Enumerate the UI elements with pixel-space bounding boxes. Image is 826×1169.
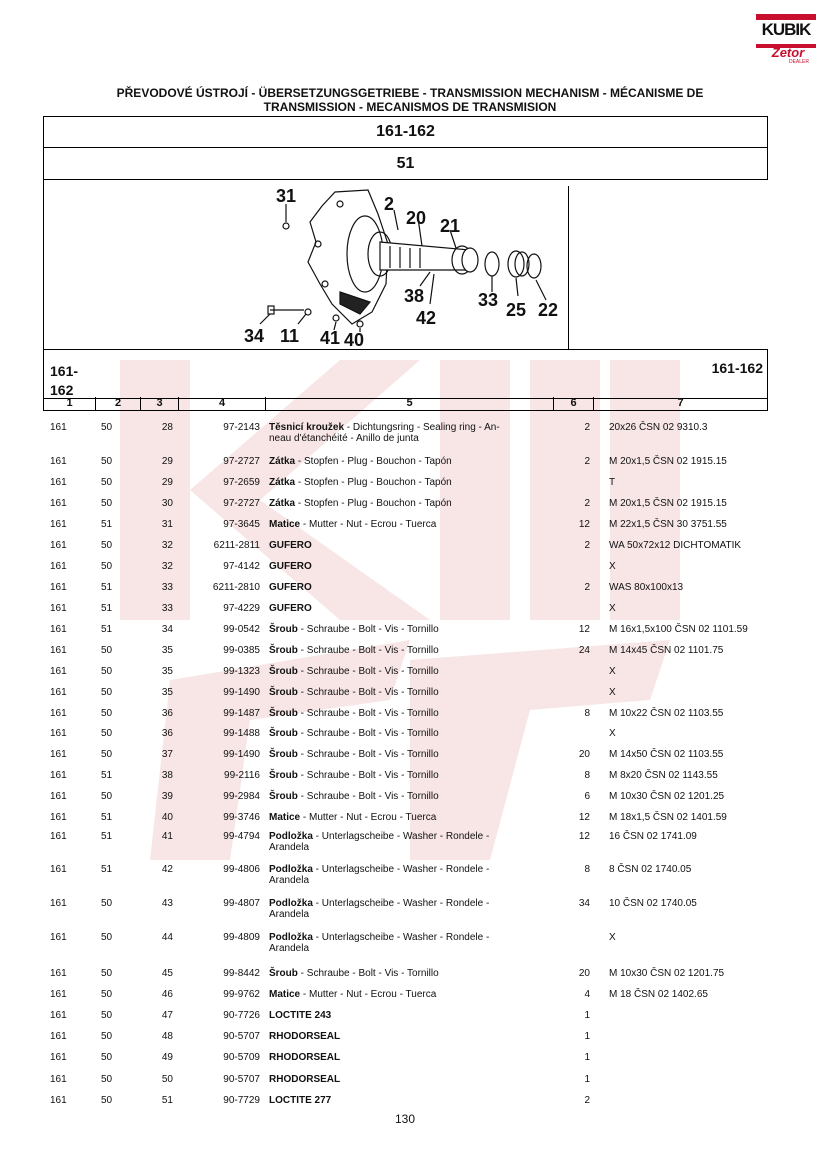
cell-group: 50 bbox=[101, 687, 113, 698]
cell-part-number: 99-3746 bbox=[223, 812, 260, 823]
cell-note: T bbox=[609, 477, 616, 488]
frame-line-left bbox=[43, 180, 44, 349]
kubik-zetor-logo bbox=[754, 14, 818, 66]
cell-note: M 18x1,5 ČSN 02 1401.59 bbox=[609, 812, 727, 823]
cell-note: 10 ČSN 02 1740.05 bbox=[609, 898, 697, 909]
model-box bbox=[43, 116, 768, 148]
cell-part-number: 99-9762 bbox=[223, 989, 260, 1000]
cell-part-number: 99-2116 bbox=[224, 770, 260, 781]
cell-quantity: 1 bbox=[584, 1074, 590, 1085]
cell-note: M 16x1,5x100 ČSN 02 1101.59 bbox=[609, 624, 748, 635]
cell-group: 50 bbox=[101, 645, 113, 656]
cell-description bbox=[269, 561, 559, 572]
cell-part-number: 99-8442 bbox=[223, 968, 260, 979]
part-description: - Mutter - Nut - Ecrou - Tuerca bbox=[300, 812, 437, 823]
cell-group: 51 bbox=[101, 519, 113, 530]
part-name: Matice bbox=[269, 989, 301, 1000]
cell-position: 31 bbox=[161, 519, 173, 530]
cell-part-number: 99-4807 bbox=[223, 898, 260, 909]
part-description: - Stopfen - Plug - Bouchon - Tapón bbox=[295, 498, 452, 509]
cell-part-number: 97-2659 bbox=[223, 477, 260, 488]
cell-description bbox=[269, 456, 559, 467]
part-name: Podložka bbox=[269, 831, 313, 842]
part-description: - Schraube - Bolt - Vis - Tornillo bbox=[297, 749, 439, 760]
cell-part-number: 97-4229 bbox=[223, 603, 260, 614]
cell-position: 33 bbox=[161, 582, 173, 593]
cell-quantity: 2 bbox=[584, 582, 590, 593]
callout-label: 34 bbox=[244, 326, 265, 346]
page-title bbox=[60, 86, 760, 114]
cell-position: 32 bbox=[161, 561, 173, 572]
callout-label: 38 bbox=[404, 286, 425, 306]
callout-label: 11 bbox=[280, 326, 300, 346]
cell-series: 161 bbox=[50, 1010, 67, 1021]
cell-group: 51 bbox=[101, 603, 113, 614]
cell-position: 49 bbox=[161, 1052, 173, 1063]
cell-description bbox=[269, 1074, 559, 1085]
part-name: Matice bbox=[269, 812, 301, 823]
cell-part-number: 90-5709 bbox=[223, 1052, 260, 1063]
cell-position: 28 bbox=[161, 422, 173, 433]
model-label: 161-162 bbox=[376, 123, 435, 140]
cell-position: 38 bbox=[161, 770, 173, 781]
cell-series: 161 bbox=[50, 498, 67, 509]
cell-part-number: 97-2727 bbox=[223, 498, 260, 509]
part-description: - Unterlagscheibe - Washer - Rondele - bbox=[312, 864, 490, 875]
cell-position: 50 bbox=[161, 1074, 173, 1085]
cell-position: 37 bbox=[161, 749, 173, 760]
cell-position: 47 bbox=[161, 1010, 173, 1021]
part-description: - Schraube - Bolt - Vis - Tornillo bbox=[297, 708, 439, 719]
cell-description bbox=[269, 770, 559, 781]
cell-series: 161 bbox=[50, 932, 67, 943]
cell-group: 50 bbox=[101, 477, 113, 488]
cell-description bbox=[269, 519, 559, 530]
cell-series: 161 bbox=[50, 1031, 67, 1042]
logo-kubik-text: KUBIK bbox=[761, 20, 811, 39]
cell-position: 40 bbox=[161, 812, 173, 823]
cell-part-number: 99-4809 bbox=[223, 932, 260, 943]
cell-note: X bbox=[609, 687, 616, 698]
cell-description bbox=[269, 708, 559, 719]
part-description: - Unterlagscheibe - Washer - Rondele - bbox=[312, 831, 490, 842]
cell-position: 32 bbox=[161, 540, 173, 551]
cell-series: 161 bbox=[50, 1074, 67, 1085]
cell-position: 30 bbox=[161, 498, 173, 509]
part-name: Podložka bbox=[269, 898, 313, 909]
part-name: Šroub bbox=[269, 708, 298, 719]
cell-note: M 10x22 ČSN 02 1103.55 bbox=[609, 708, 724, 719]
cell-position: 33 bbox=[161, 603, 173, 614]
cell-quantity: 2 bbox=[584, 422, 590, 433]
part-name: Zátka bbox=[269, 498, 296, 509]
cell-series: 161 bbox=[50, 831, 67, 842]
cell-description bbox=[269, 728, 559, 739]
part-name: Šroub bbox=[269, 968, 298, 979]
part-description: - Schraube - Bolt - Vis - Tornillo bbox=[297, 770, 439, 781]
cell-group: 50 bbox=[101, 968, 113, 979]
cell-description bbox=[269, 791, 559, 802]
cell-group: 50 bbox=[101, 749, 113, 760]
column-header: 5 bbox=[266, 397, 554, 410]
cell-quantity: 20 bbox=[578, 749, 590, 760]
cell-note: X bbox=[609, 666, 616, 677]
column-header: 7 bbox=[677, 397, 684, 409]
part-name: RHODORSEAL bbox=[269, 1031, 341, 1042]
cell-position: 36 bbox=[161, 728, 173, 739]
cell-note: M 8x20 ČSN 02 1143.55 bbox=[609, 770, 718, 781]
cell-part-number: 99-2984 bbox=[223, 791, 260, 802]
cell-group: 50 bbox=[101, 498, 113, 509]
column-header-row bbox=[43, 397, 768, 411]
column-header: 4 bbox=[179, 397, 266, 410]
part-description-line-2: Arandela bbox=[269, 842, 310, 853]
cell-note: X bbox=[609, 603, 616, 614]
cell-group: 50 bbox=[101, 932, 113, 943]
part-description-line-2: Arandela bbox=[269, 909, 310, 920]
cell-quantity: 2 bbox=[584, 540, 590, 551]
cell-note: 20x26 ČSN 02 9310.3 bbox=[609, 422, 708, 433]
cell-series: 161 bbox=[50, 864, 67, 875]
cell-group: 51 bbox=[101, 624, 113, 635]
part-name: Šroub bbox=[269, 666, 298, 677]
cell-part-number: 99-1490 bbox=[223, 749, 260, 760]
cell-description bbox=[269, 422, 559, 444]
callout-label: 33 bbox=[478, 290, 499, 310]
column-header: 1 bbox=[44, 397, 96, 410]
cell-part-number: 99-1487 bbox=[223, 708, 260, 719]
callout-label: 41 bbox=[320, 328, 341, 348]
cell-quantity: 2 bbox=[584, 1095, 590, 1106]
cell-group: 51 bbox=[101, 812, 113, 823]
cell-description bbox=[269, 666, 559, 677]
cell-description bbox=[269, 1095, 559, 1106]
cell-note: X bbox=[609, 932, 616, 943]
cell-note: M 10x30 ČSN 02 1201.75 bbox=[609, 968, 725, 979]
cell-description bbox=[269, 812, 559, 823]
cell-group: 50 bbox=[101, 989, 113, 1000]
logo-dealer-text: DEALER bbox=[788, 59, 809, 65]
cell-position: 35 bbox=[161, 645, 173, 656]
cell-position: 39 bbox=[161, 791, 173, 802]
cell-series: 161 bbox=[50, 749, 67, 760]
cell-group: 51 bbox=[101, 864, 113, 875]
callout-label: 40 bbox=[344, 330, 365, 350]
cell-quantity: 12 bbox=[578, 519, 590, 530]
part-name: Šroub bbox=[269, 749, 298, 760]
cell-series: 161 bbox=[50, 624, 67, 635]
cell-position: 48 bbox=[161, 1031, 173, 1042]
cell-series: 161 bbox=[50, 687, 67, 698]
cell-quantity: 8 bbox=[584, 864, 590, 875]
part-name: LOCTITE 277 bbox=[269, 1095, 332, 1106]
column-header: 2 bbox=[96, 397, 141, 410]
cell-group: 50 bbox=[101, 561, 113, 572]
cell-quantity: 24 bbox=[578, 645, 590, 656]
callout-label: 31 bbox=[276, 186, 297, 206]
column-header: 6 bbox=[554, 397, 594, 410]
cell-note: M 14x50 ČSN 02 1103.55 bbox=[609, 749, 724, 760]
cell-series: 161 bbox=[50, 666, 67, 677]
part-description-line-2: Arandela bbox=[269, 943, 310, 954]
cell-quantity: 34 bbox=[578, 898, 590, 909]
cell-position: 29 bbox=[161, 456, 173, 467]
cell-group: 50 bbox=[101, 1095, 113, 1106]
cell-series: 161 bbox=[50, 708, 67, 719]
cell-part-number: 99-1323 bbox=[223, 666, 260, 677]
table-header bbox=[43, 349, 768, 399]
cell-description bbox=[269, 498, 559, 509]
cell-series: 161 bbox=[50, 582, 67, 593]
cell-position: 29 bbox=[161, 477, 173, 488]
callout-label: 42 bbox=[416, 308, 437, 328]
cell-quantity: 20 bbox=[578, 968, 590, 979]
part-name: Podložka bbox=[269, 932, 313, 943]
cell-quantity: 4 bbox=[584, 989, 590, 1000]
part-name: Zátka bbox=[269, 456, 296, 467]
cell-series: 161 bbox=[50, 1052, 67, 1063]
cell-series: 161 bbox=[50, 540, 67, 551]
part-description: - Unterlagscheibe - Washer - Rondele - bbox=[312, 898, 490, 909]
table-header-right: 161-162 bbox=[711, 360, 763, 376]
part-description: - Schraube - Bolt - Vis - Tornillo bbox=[297, 728, 439, 739]
cell-part-number: 6211-2811 bbox=[213, 540, 260, 551]
cell-note: M 22x1,5 ČSN 30 3751.55 bbox=[609, 519, 727, 530]
cell-group: 51 bbox=[101, 770, 113, 781]
cell-series: 161 bbox=[50, 728, 67, 739]
cell-group: 50 bbox=[101, 1074, 113, 1085]
part-name: GUFERO bbox=[269, 582, 312, 593]
cell-series: 161 bbox=[50, 989, 67, 1000]
cell-position: 34 bbox=[161, 624, 173, 635]
cell-note: 16 ČSN 02 1741.09 bbox=[609, 831, 697, 842]
cell-quantity: 2 bbox=[584, 498, 590, 509]
cell-part-number: 90-5707 bbox=[223, 1031, 260, 1042]
cell-part-number: 99-1488 bbox=[223, 728, 260, 739]
cell-description bbox=[269, 898, 559, 920]
cell-position: 43 bbox=[161, 898, 173, 909]
cell-position: 36 bbox=[161, 708, 173, 719]
cell-group: 50 bbox=[101, 540, 113, 551]
cell-group: 50 bbox=[101, 791, 113, 802]
cell-series: 161 bbox=[50, 603, 67, 614]
part-description: - Mutter - Nut - Ecrou - Tuerca bbox=[300, 989, 437, 1000]
part-name: Matice bbox=[269, 519, 301, 530]
cell-quantity: 12 bbox=[578, 831, 590, 842]
callout-label: 25 bbox=[506, 300, 527, 320]
cell-note: WAS 80x100x13 bbox=[609, 582, 684, 593]
part-description-line-2: Arandela bbox=[269, 875, 310, 886]
cell-part-number: 99-0385 bbox=[223, 645, 260, 656]
cell-description bbox=[269, 603, 559, 614]
cell-description bbox=[269, 624, 559, 635]
cell-quantity: 1 bbox=[584, 1052, 590, 1063]
cell-group: 50 bbox=[101, 728, 113, 739]
cell-position: 41 bbox=[161, 831, 173, 842]
cell-part-number: 97-3645 bbox=[223, 519, 260, 530]
cell-series: 161 bbox=[50, 645, 67, 656]
part-name: Šroub bbox=[269, 624, 298, 635]
cell-position: 51 bbox=[161, 1095, 173, 1106]
cell-description bbox=[269, 749, 559, 760]
group-label: 51 bbox=[396, 155, 415, 172]
cell-description bbox=[269, 582, 559, 593]
part-name: Šroub bbox=[269, 728, 298, 739]
cell-part-number: 99-4806 bbox=[223, 864, 260, 875]
cell-note: X bbox=[609, 561, 616, 572]
cell-note: M 20x1,5 ČSN 02 1915.15 bbox=[609, 456, 727, 467]
cell-series: 161 bbox=[50, 519, 67, 530]
cell-series: 161 bbox=[50, 791, 67, 802]
exploded-parts-diagram bbox=[240, 184, 570, 350]
cell-group: 51 bbox=[101, 831, 113, 842]
cell-position: 42 bbox=[161, 864, 173, 875]
cell-group: 50 bbox=[101, 708, 113, 719]
cell-description bbox=[269, 1031, 559, 1042]
part-description-line-2: neau d'étanchéité - Anillo de junta bbox=[269, 433, 419, 444]
cell-note: M 10x30 ČSN 02 1201.25 bbox=[609, 791, 725, 802]
cell-description bbox=[269, 540, 559, 551]
cell-quantity: 1 bbox=[584, 1010, 590, 1021]
part-name: Šroub bbox=[269, 645, 298, 656]
part-name: Podložka bbox=[269, 864, 313, 875]
cell-group: 50 bbox=[101, 422, 113, 433]
callout-label: 20 bbox=[406, 208, 427, 228]
part-description: - Schraube - Bolt - Vis - Tornillo bbox=[297, 624, 439, 635]
cell-group: 50 bbox=[101, 1052, 113, 1063]
cell-note: X bbox=[609, 728, 616, 739]
part-name: RHODORSEAL bbox=[269, 1052, 341, 1063]
table-header-left: 161- 162 bbox=[50, 363, 79, 398]
cell-position: 46 bbox=[161, 989, 173, 1000]
cell-note: M 20x1,5 ČSN 02 1915.15 bbox=[609, 498, 727, 509]
cell-series: 161 bbox=[50, 422, 67, 433]
cell-part-number: 90-7729 bbox=[223, 1095, 260, 1106]
cell-part-number: 6211-2810 bbox=[212, 582, 260, 593]
cell-part-number: 99-0542 bbox=[223, 624, 260, 635]
part-description: - Stopfen - Plug - Bouchon - Tapón bbox=[295, 456, 452, 467]
part-name: Šroub bbox=[269, 687, 298, 698]
cell-part-number: 90-7726 bbox=[223, 1010, 260, 1021]
callout-label: 21 bbox=[440, 216, 461, 236]
cell-group: 50 bbox=[101, 1010, 113, 1021]
cell-quantity: 1 bbox=[584, 1031, 590, 1042]
part-description: - Stopfen - Plug - Bouchon - Tapón bbox=[295, 477, 452, 488]
cell-description bbox=[269, 645, 559, 656]
cell-quantity: 2 bbox=[584, 456, 590, 467]
cell-part-number: 99-1490 bbox=[223, 687, 260, 698]
cell-group: 50 bbox=[101, 898, 113, 909]
cell-quantity: 12 bbox=[578, 812, 590, 823]
part-name: Šroub bbox=[269, 791, 298, 802]
cell-position: 35 bbox=[161, 687, 173, 698]
cell-quantity: 12 bbox=[578, 624, 590, 635]
callout-label: 22 bbox=[538, 300, 559, 320]
logo-zetor-text: Zetor bbox=[771, 45, 805, 60]
cell-description bbox=[269, 989, 559, 1000]
cell-group: 50 bbox=[101, 456, 113, 467]
cell-group: 50 bbox=[101, 1031, 113, 1042]
cell-series: 161 bbox=[50, 477, 67, 488]
part-name: Šroub bbox=[269, 770, 298, 781]
cell-group: 51 bbox=[101, 582, 113, 593]
part-description: - Unterlagscheibe - Washer - Rondele - bbox=[312, 932, 490, 943]
part-description: - Schraube - Bolt - Vis - Tornillo bbox=[297, 968, 439, 979]
cell-quantity: 8 bbox=[584, 770, 590, 781]
part-name: GUFERO bbox=[269, 603, 312, 614]
cell-series: 161 bbox=[50, 1095, 67, 1106]
part-description: - Schraube - Bolt - Vis - Tornillo bbox=[297, 791, 439, 802]
part-description: - Dichtungsring - Sealing ring - An- bbox=[344, 422, 500, 433]
cell-description bbox=[269, 831, 559, 853]
cell-description bbox=[269, 1010, 559, 1021]
cell-description bbox=[269, 968, 559, 979]
part-name: Zátka bbox=[269, 477, 296, 488]
cell-part-number: 90-5707 bbox=[223, 1074, 260, 1085]
callout-label: 2 bbox=[384, 194, 395, 214]
cell-quantity: 8 bbox=[584, 708, 590, 719]
part-name: LOCTITE 243 bbox=[269, 1010, 332, 1021]
cell-series: 161 bbox=[50, 561, 67, 572]
part-name: RHODORSEAL bbox=[269, 1074, 341, 1085]
part-description: - Schraube - Bolt - Vis - Tornillo bbox=[297, 687, 439, 698]
page-number: 130 bbox=[394, 1112, 416, 1126]
cell-part-number: 97-4142 bbox=[223, 561, 260, 572]
title-line-2: TRANSMISSION - MECANISMOS DE TRANSMISION bbox=[263, 100, 557, 114]
cell-description bbox=[269, 687, 559, 698]
cell-position: 45 bbox=[161, 968, 173, 979]
cell-series: 161 bbox=[50, 898, 67, 909]
cell-note: 8 ČSN 02 1740.05 bbox=[609, 864, 692, 875]
part-name: GUFERO bbox=[269, 561, 312, 572]
cell-series: 161 bbox=[50, 968, 67, 979]
part-description: - Schraube - Bolt - Vis - Tornillo bbox=[297, 666, 439, 677]
cell-part-number: 97-2727 bbox=[223, 456, 260, 467]
cell-description bbox=[269, 477, 559, 488]
group-box bbox=[43, 148, 768, 180]
cell-note: WA 50x72x12 DICHTOMATIK bbox=[609, 540, 742, 551]
cell-part-number: 97-2143 bbox=[223, 422, 260, 433]
cell-group: 50 bbox=[101, 666, 113, 677]
cell-part-number: 99-4794 bbox=[223, 831, 260, 842]
cell-position: 35 bbox=[161, 666, 173, 677]
part-description: - Schraube - Bolt - Vis - Tornillo bbox=[297, 645, 439, 656]
cell-note: M 18 ČSN 02 1402.65 bbox=[609, 989, 708, 1000]
part-name: GUFERO bbox=[269, 540, 312, 551]
cell-description bbox=[269, 1052, 559, 1063]
cell-series: 161 bbox=[50, 456, 67, 467]
part-description: - Mutter - Nut - Ecrou - Tuerca bbox=[300, 519, 437, 530]
cell-series: 161 bbox=[50, 770, 67, 781]
column-header: 3 bbox=[141, 397, 179, 410]
cell-position: 44 bbox=[161, 932, 173, 943]
part-name: Těsnicí kroužek bbox=[269, 422, 345, 433]
cell-note: M 14x45 ČSN 02 1101.75 bbox=[609, 645, 724, 656]
cell-description bbox=[269, 932, 559, 954]
cell-series: 161 bbox=[50, 812, 67, 823]
cell-description bbox=[269, 864, 559, 886]
cell-quantity: 6 bbox=[584, 791, 590, 802]
title-line-1: PŘEVODOVÉ ÚSTROJÍ - ÜBERSETZUNGSGETRIEBE - TRANSMISSION MECHANISM - MÉCANISME DE bbox=[116, 86, 704, 100]
